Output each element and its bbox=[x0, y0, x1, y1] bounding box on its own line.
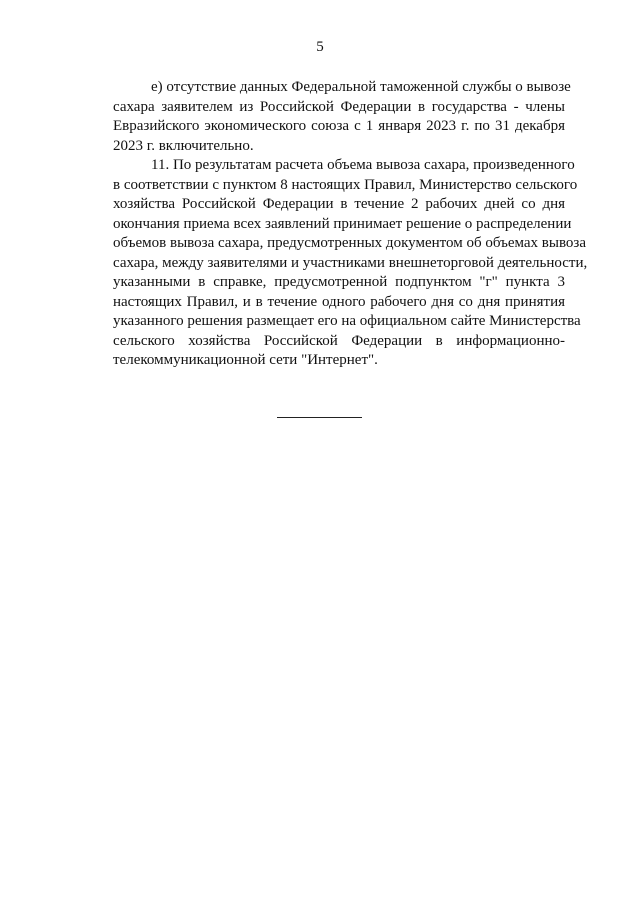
text-line: указанными в справке, предусмотренной подпунктом "г" пункта 3 bbox=[113, 274, 565, 290]
text-line: телекоммуникационной сети "Интернет". bbox=[113, 352, 378, 368]
page-number: 5 bbox=[316, 39, 324, 55]
text-line: е) отсутствие данных Федеральной таможенной службы о вывозе bbox=[151, 79, 571, 95]
text-line: настоящих Правил, и в течение одного рабочего дня со дня принятия bbox=[113, 293, 565, 310]
text-line: окончания приема всех заявлений принимает решение о распределении bbox=[113, 215, 572, 232]
end-of-document-rule bbox=[277, 417, 362, 418]
text-line: сахара заявителем из Российской Федерации в государства - члены bbox=[113, 98, 565, 115]
document-body bbox=[75, 78, 588, 371]
text-line: 2023 г. включительно. bbox=[113, 137, 254, 154]
text-line: сахара, между заявителями и участниками внешнеторговой деятельности, bbox=[113, 254, 588, 271]
text-line: 11. По результатам расчета объема вывоза сахара, произведенного bbox=[151, 157, 575, 173]
paragraph-e bbox=[75, 78, 571, 156]
text-line: в соответствии с пунктом 8 настоящих Правил, Министерство сельского bbox=[113, 176, 578, 193]
text-line: хозяйства Российской Федерации в течение 2 рабочих дней со дня bbox=[113, 196, 565, 212]
text-line: Евразийского экономического союза с 1 января 2023 г. по 31 декабря bbox=[113, 118, 565, 134]
text-line: сельского хозяйства Российской Федерации в информационно- bbox=[113, 332, 565, 349]
text-line: указанного решения размещает его на официальном сайте Министерства bbox=[113, 313, 581, 329]
text-line: объемов вывоза сахара, предусмотренных документом об объемах вывоза bbox=[113, 235, 587, 251]
paragraph-11 bbox=[75, 156, 588, 371]
